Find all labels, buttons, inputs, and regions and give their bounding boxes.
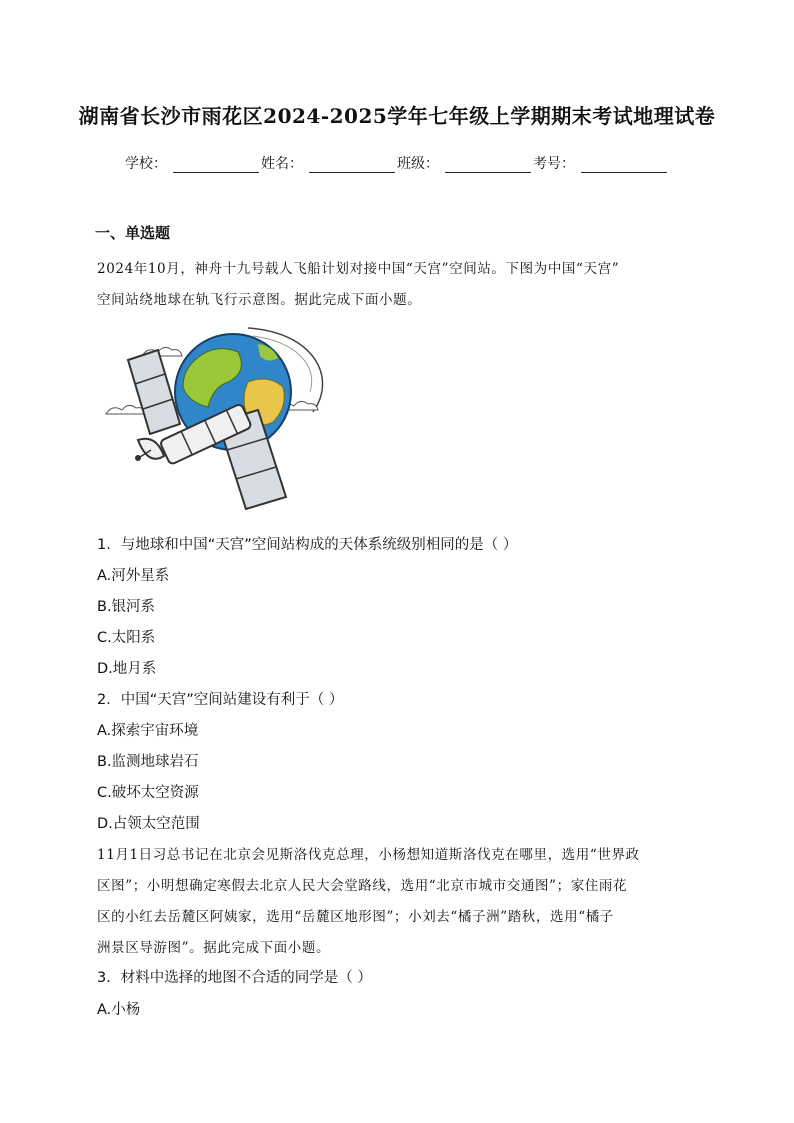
- q2-option-c[interactable]: C.破坏太空资源: [97, 785, 199, 801]
- q2-option-d[interactable]: D.占领太空范围: [97, 816, 200, 832]
- school-field[interactable]: [173, 158, 259, 173]
- school-label: 学校：: [125, 156, 167, 172]
- space-station-figure: [98, 322, 333, 512]
- exam-number-label: 考号：: [533, 156, 575, 172]
- material-line: 空间站绕地球在轨飞行示意图。据此完成下面小题。: [97, 292, 422, 308]
- class-label: 班级：: [397, 156, 439, 172]
- material-line: 区的小红去岳麓区阿姨家，选用“岳麓区地形图”；小刘去“橘子洲”踏秋，选用“橘子: [97, 909, 614, 925]
- q2-option-a[interactable]: A.探索宇宙环境: [97, 723, 199, 739]
- q3-option-a[interactable]: A.小杨: [97, 1002, 141, 1018]
- material-paragraph-2: [97, 840, 697, 964]
- question-2-stem: 2．中国“天宫”空间站建设有利于（ ）: [97, 692, 344, 708]
- name-label: 姓名：: [261, 156, 303, 172]
- q1-option-d[interactable]: D.地月系: [97, 661, 157, 677]
- material-line: 区图”；小明想确定寒假去北京人民大会堂路线，选用“北京市城市交通图”；家住雨花: [97, 878, 628, 894]
- class-field[interactable]: [445, 158, 531, 173]
- question-3-stem: 3．材料中选择的地图不合适的同学是（ ）: [97, 970, 372, 986]
- q1-option-a[interactable]: A.河外星系: [97, 568, 170, 584]
- material-paragraph-1: [97, 254, 697, 316]
- section-title: 一、单选题: [95, 224, 171, 242]
- q2-option-b[interactable]: B.监测地球岩石: [97, 754, 199, 770]
- exam-title: 湖南省长沙市雨花区2024-2025学年七年级上学期期末考试地理试卷: [78, 104, 716, 128]
- q1-option-b[interactable]: B.银河系: [97, 599, 156, 615]
- material-line: 洲景区导游图”。据此完成下面小题。: [97, 940, 331, 956]
- space-station-illustration: [98, 322, 333, 512]
- name-field[interactable]: [309, 158, 395, 173]
- student-info-row: [125, 153, 669, 173]
- q1-option-c[interactable]: C.太阳系: [97, 630, 156, 646]
- exam-number-field[interactable]: [581, 158, 667, 173]
- material-line: 11月1日习总书记在北京会见斯洛伐克总理，小杨想知道斯洛伐克在哪里，选用“世界政: [97, 847, 640, 863]
- material-line: 2024年10月，神舟十九号载人飞船计划对接中国“天宫”空间站。下图为中国“天宫”: [97, 261, 620, 277]
- question-1-stem: 1．与地球和中国“天宫”空间站构成的天体系统级别相同的是（ ）: [97, 537, 518, 553]
